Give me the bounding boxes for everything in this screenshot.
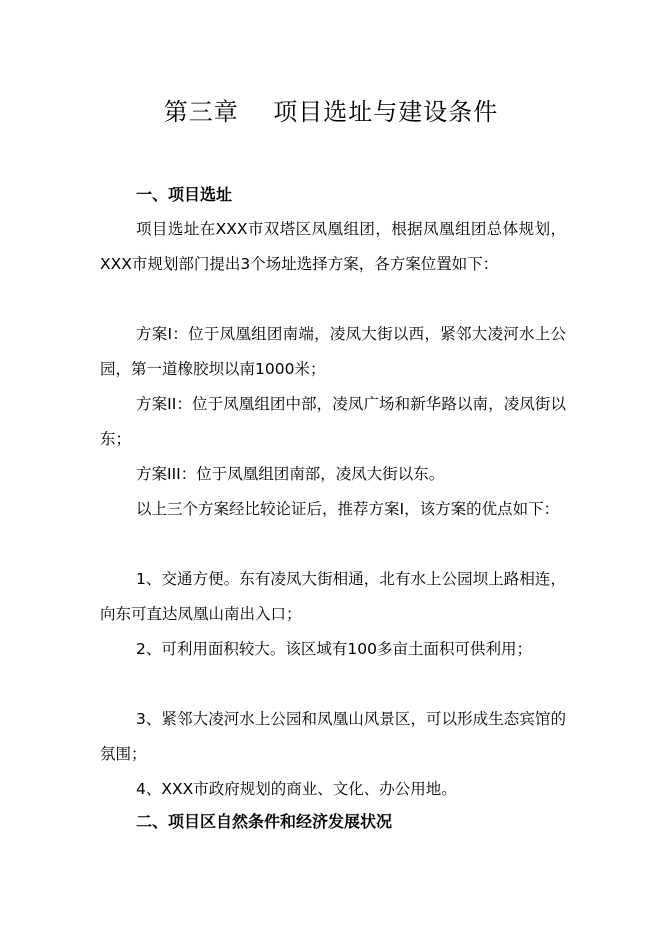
- paragraph-advantage-3: 3、紧邻大凌河水上公园和凤凰山风景区，可以形成生态宾馆的氛围；: [100, 710, 566, 763]
- paragraph-advantage-4: 4、XXX市政府规划的商业、文化、办公用地。: [136, 780, 457, 798]
- chapter-title: 第三章 项目选址与建设条件: [163, 98, 499, 126]
- paragraph-option-3: 方案III：位于凤凰组团南部，凌凤大街以东。: [136, 465, 445, 483]
- section-heading-site-selection: 一、项目选址: [136, 185, 233, 204]
- paragraph-option-1: 方案I：位于凤凰组团南端，凌凤大街以西，紧邻大凌河水上公园，第一道橡胶坝以南1000米；: [100, 325, 566, 378]
- paragraph-recommendation: 以上三个方案经比较论证后，推荐方案I，该方案的优点如下：: [136, 500, 560, 518]
- paragraph-advantage-2: 2、可利用面积较大。该区域有100多亩土面积可供利用；: [136, 640, 532, 658]
- paragraph-option-2: 方案II：位于凤凰组团中部，凌凤广场和新华路以南，凌凤街以东；: [100, 395, 566, 448]
- section-heading-natural-conditions: 二、项目区自然条件和经济发展状况: [136, 812, 393, 831]
- paragraph-advantage-1: 1、交通方便。东有凌凤大街相通，北有水上公园坝上路相连，向东可直达凤凰山南出入口；: [100, 570, 566, 623]
- paragraph-intro: 项目选址在XXX市双塔区凤凰组团，根据凤凰组团总体规划，XXX市规划部门提出3个场址选择方案，各方案位置如下：: [100, 220, 566, 273]
